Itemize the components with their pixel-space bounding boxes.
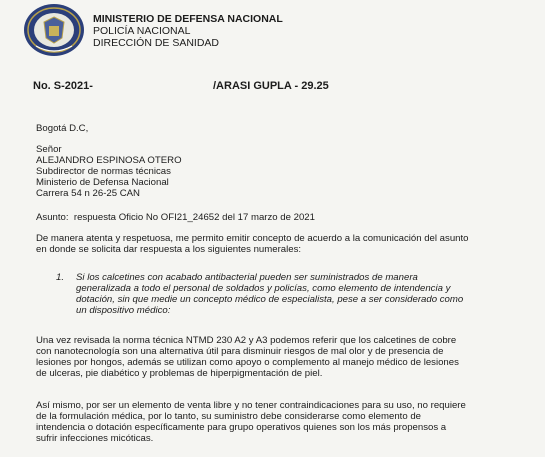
paragraph-two	[36, 400, 516, 444]
paragraph-line: de la formulación médica, por lo tanto, su suministro debe considerarse como elemento de	[36, 411, 422, 422]
letterhead-police: POLICÍA NACIONAL	[93, 25, 191, 37]
paragraph-line: sufrir infecciones micóticas.	[36, 433, 154, 444]
intro-paragraph	[36, 233, 516, 255]
paragraph-line: con nanotecnología son una alternativa útil para disminuir riesgos de mal olor y de presencia de	[36, 346, 444, 357]
question-line: Si los calcetines con acabado antibacterial pueden ser suministrados de manera	[76, 272, 418, 283]
paragraph-line: intendencia o dotación específicamente para grupo operativos quienes son los más propensos a	[36, 422, 447, 433]
question-line: un dispositivo médico:	[76, 305, 171, 316]
recipient-name: ALEJANDRO ESPINOSA OTERO	[36, 155, 182, 166]
subject-line	[36, 212, 315, 223]
paragraph-one	[36, 335, 516, 379]
intro-line: De manera atenta y respetuosa, me permito emitir concepto de acuerdo a la comunicación del asunto	[36, 233, 469, 244]
reference-number: No. S-2021-	[33, 80, 93, 92]
intro-line: en donde se solicita dar respuesta a los siguientes numerales:	[36, 244, 302, 255]
paragraph-line: de ulceras, pie diabético y problemas de hiperpigmentación de piel.	[36, 368, 323, 379]
question-line: generalizada a todo el personal de soldados y policías, como elemento de intendencia y	[76, 283, 451, 294]
recipient-address: Carrera 54 n 26-25 CAN	[36, 188, 140, 199]
police-seal-logo	[22, 2, 86, 58]
subject-label: Asunto:	[36, 212, 69, 223]
question-text	[76, 272, 516, 316]
subject-text: respuesta Oficio No OFI21_24652 del 17 marzo de 2021	[73, 212, 315, 223]
paragraph-line: Una vez revisada la norma técnica NTMD 230 A2 y A3 podemos referir que los calcetines de cobre	[36, 335, 457, 346]
letterhead-directorate: DIRECCIÓN DE SANIDAD	[93, 37, 220, 49]
recipient-salutation: Señor	[36, 144, 62, 155]
letterhead	[93, 13, 283, 49]
reference-code: /ARASI GUPLA - 29.25	[213, 80, 329, 92]
paragraph-line: lesiones por hongos, además se utilizan como apoyo o complemento al manejo médico de lesiones	[36, 357, 459, 368]
letterhead-ministry: MINISTERIO DE DEFENSA NACIONAL	[93, 13, 283, 25]
recipient-entity: Ministerio de Defensa Nacional	[36, 177, 169, 188]
place-date: Bogotá D.C,	[36, 123, 89, 134]
paragraph-line: Así mismo, por ser un elemento de venta libre y no tener contraindicaciones para su uso, no requiere	[36, 400, 466, 411]
question-line: dotación, sin que medie un concepto médico de especialista, pese a ser considerado como	[76, 294, 464, 305]
question-number: 1.	[56, 272, 65, 283]
recipient-title: Subdirector de normas técnicas	[36, 166, 171, 177]
